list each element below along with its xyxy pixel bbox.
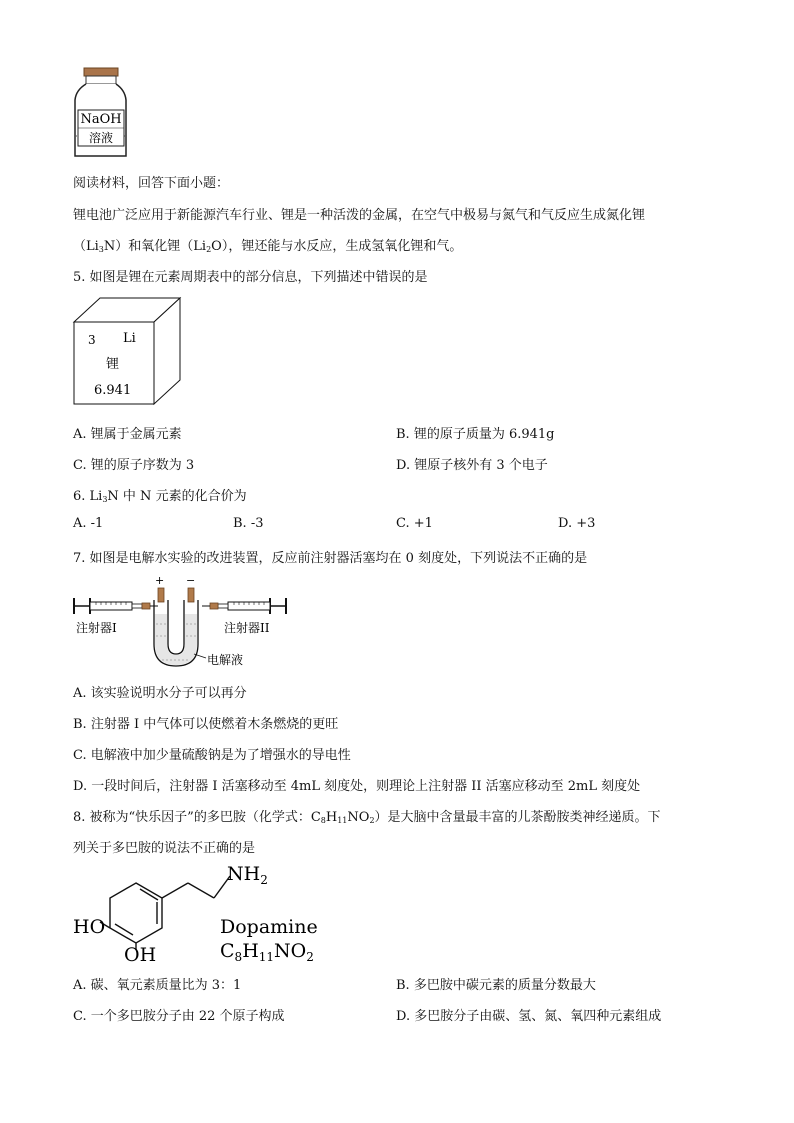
q8-option-a[interactable]: A. 碳、氧元素质量比为 3：1 [73, 978, 242, 993]
nh2-group: $NH_2$ [227, 863, 268, 887]
q6-option-b[interactable]: B. -3 [233, 516, 264, 531]
bottle-label-top: NaOH [80, 112, 122, 127]
electrolysis-apparatus-diagram [70, 574, 290, 674]
intro-text: 阅读材料，回答下面小题： [73, 176, 230, 191]
q5-option-d[interactable]: D. 锂原子核外有 3 个电子 [396, 458, 548, 473]
naoh-bottle-illustration [70, 66, 130, 162]
q6-option-a[interactable]: A. -1 [73, 516, 104, 531]
q5-stem: 5. 如图是锂在元素周期表中的部分信息，下列描述中错误的是 [73, 270, 428, 285]
element-name: 锂 [106, 357, 120, 372]
q6-option-c[interactable]: C. +1 [396, 516, 433, 531]
minus-terminal: − [186, 574, 196, 587]
q7-stem: 7. 如图是电解水实验的改进装置，反应前注射器活塞均在 0 刻度处，下列说法不正确的是 [73, 551, 588, 566]
ho-group: HO [73, 916, 106, 938]
q8-option-c[interactable]: C. 一个多巴胺分子由 22 个原子构成 [73, 1009, 285, 1024]
dopamine-structure-diagram [70, 858, 320, 968]
q7-option-d[interactable]: D. 一段时间后，注射器 I 活塞移动至 4mL 刻度处，则理论上注射器 II 活塞应移动至 2mL 刻度处 [73, 779, 641, 794]
element-symbol: Li [123, 331, 136, 346]
atomic-number: 3 [88, 333, 96, 347]
material-line1: 锂电池广泛应用于新能源汽车行业、锂是一种活泼的金属，在空气中极易与氮气和气反应生成氮化锂 [73, 208, 646, 223]
q5-option-b[interactable]: B. 锂的原子质量为 6.941g [396, 427, 555, 442]
oh-group: OH [124, 944, 157, 966]
syringe-1-label: 注射器I [76, 621, 117, 635]
dopamine-name: Dopamine [220, 916, 318, 938]
electrolyte-label: 电解液 [207, 653, 244, 667]
q7-option-b[interactable]: B. 注射器 I 中气体可以使燃着木条燃烧的更旺 [73, 717, 339, 732]
periodic-cell-cube [72, 296, 184, 408]
q6-option-d[interactable]: D. +3 [558, 516, 596, 531]
q8-stem-line2: 列关于多巴胺的说法不正确的是 [73, 841, 256, 856]
atomic-mass: 6.941 [94, 383, 132, 398]
syringe-2-label: 注射器II [224, 621, 270, 635]
q5-option-a[interactable]: A. 锂属于金属元素 [73, 427, 182, 442]
q5-option-c[interactable]: C. 锂的原子序数为 3 [73, 458, 195, 473]
q8-stem-line1: 8. 被称为“快乐因子”的多巴胺（化学式：$C_8H_{11}NO_2$）是大脑中含量最丰富的儿茶酚胺类神经递质。下 [73, 810, 661, 825]
plus-terminal: + [155, 574, 165, 587]
q6-stem: 6. $Li_3N$ 中 N 元素的化合价为 [73, 489, 247, 504]
dopamine-formula: $C_8H_{11}NO_2$ [220, 940, 314, 964]
q8-option-b[interactable]: B. 多巴胺中碳元素的质量分数最大 [396, 978, 596, 993]
bottle-label-bottom: 溶液 [88, 131, 114, 145]
q7-option-a[interactable]: A. 该实验说明水分子可以再分 [73, 686, 247, 701]
q8-option-d[interactable]: D. 多巴胺分子由碳、氢、氮、氧四种元素组成 [396, 1009, 662, 1024]
q7-option-c[interactable]: C. 电解液中加少量硫酸钠是为了增强水的导电性 [73, 748, 351, 763]
material-line2: $(Li_3N)$和氧化锂$(Li_2O)$，锂还能与水反应，生成氢氧化锂和气。 [73, 239, 463, 254]
